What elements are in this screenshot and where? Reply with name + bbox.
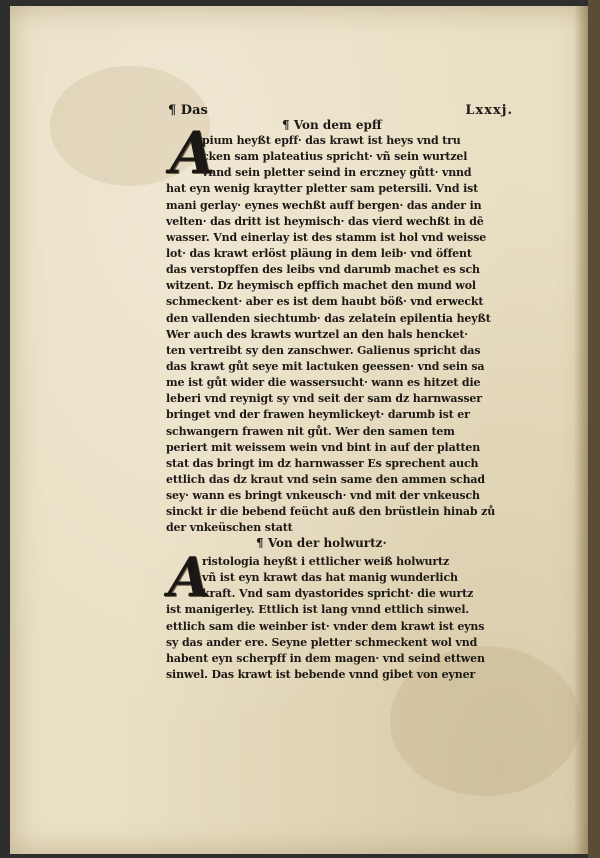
section-heading: ¶ Von dem epff — [282, 118, 382, 132]
section-body — [166, 554, 522, 683]
section-heading-text: Von dem epff — [293, 118, 382, 132]
text-line: vnnd sein pletter seind in erczney gůtt· vnnd — [202, 166, 472, 180]
text-line: sinwel. Das krawt ist bebende vnnd gibet von eyner — [166, 667, 476, 681]
text-line: ristologia heyßt i ettlicher weiß holwurtz — [202, 555, 450, 568]
section-body — [166, 133, 522, 537]
text-line: mani gerlay· eynes wechßt auff bergen· das ander in — [166, 198, 482, 212]
text-line: me ist gůt wider die wassersucht· wann es hitzet die — [166, 376, 481, 390]
text-line: lot· das krawt erlöst pläung in dem leib· vnd öffent — [166, 246, 472, 260]
text-line: das verstopffen des leibs vnd darumb machet es sch — [166, 263, 480, 277]
binding-edge — [588, 0, 600, 858]
text-line: ist manigerley. Ettlich ist lang vnnd ettlich sinwel. — [166, 603, 470, 617]
text-line: wasser. Vnd einerlay ist des stamm ist hol vnd weisse — [166, 230, 487, 244]
decorated-initial: A — [168, 545, 210, 609]
text-line: das krawt gůt seye mit lactuken geessen· vnd sein sa — [166, 359, 485, 373]
page-gutter-shadow — [574, 6, 588, 854]
text-line: stat das bringt im dz harnwasser Es sprechent auch — [166, 456, 479, 470]
running-title: ¶ Das — [168, 103, 208, 118]
text-line: leberi vnd reynigt sy vnd seit der sam dz harnwasser — [166, 392, 482, 406]
text-line: schmeckent· aber es ist dem haubt böß· vnd erweckt — [166, 295, 484, 309]
running-title-text: Das — [180, 103, 208, 118]
text-line: pium heyßt epff· das krawt ist heys vnd tru — [202, 134, 461, 147]
text-line: hat eyn wenig kraytter pletter sam petersili. Vnd ist — [166, 182, 479, 196]
text-line: velten· das dritt ist heymisch· das vierd wechßt in dē — [166, 214, 484, 228]
text-line: sinckt ir die bebend feücht auß den brüstlein hinab zů — [166, 505, 496, 519]
text-line: vñ ist eyn krawt das hat manig wunderlich — [202, 571, 458, 585]
text-line: witzent. Dz heymisch epffich machet den mund wol — [166, 279, 476, 293]
text-line: sey· wann es bringt vnkeusch· vnd mit der vnkeusch — [166, 489, 480, 503]
text-line: den vallenden siechtumb· das zelatein epilentia heyßt — [166, 311, 491, 325]
text-line: kraft. Vnd sam dyastorides spricht· die wurtz — [202, 587, 474, 601]
text-line: ettlich das dz kraut vnd sein same den ammen schad — [166, 472, 485, 486]
text-line: bringet vnd der frawen heymlickeyt· darumb ist er — [166, 408, 470, 422]
text-line: schwangern frawen nit gůt. Wer den samen tem — [166, 424, 455, 438]
text-line: der vnkeüschen statt — [166, 521, 293, 535]
text-line: Wer auch des krawts wurtzel an den hals hencket· — [166, 327, 468, 341]
text-line: ten vertreibt sy den zanschwer. Galienus spricht das — [166, 343, 481, 357]
text-line: sy das ander ere. Seyne pletter schmeckent wol vnd — [166, 635, 478, 649]
section-heading: ¶ Von der holwurtz· — [256, 536, 387, 550]
decorated-initial: A — [170, 119, 216, 187]
text-line: habent eyn scherpff in dem magen· vnd seind ettwen — [166, 651, 485, 665]
section-heading-text: Von der holwurtz· — [267, 536, 387, 550]
text-line: periert mit weissem wein vnd bint in auf der platten — [166, 440, 481, 454]
text-line: cken sam plateatius spricht· vñ sein wurtzel — [202, 150, 468, 164]
folio-number: Lxxxj. — [465, 103, 513, 118]
text-line: ettlich sam die weinber ist· vnder dem krawt ist eyns — [166, 619, 485, 633]
